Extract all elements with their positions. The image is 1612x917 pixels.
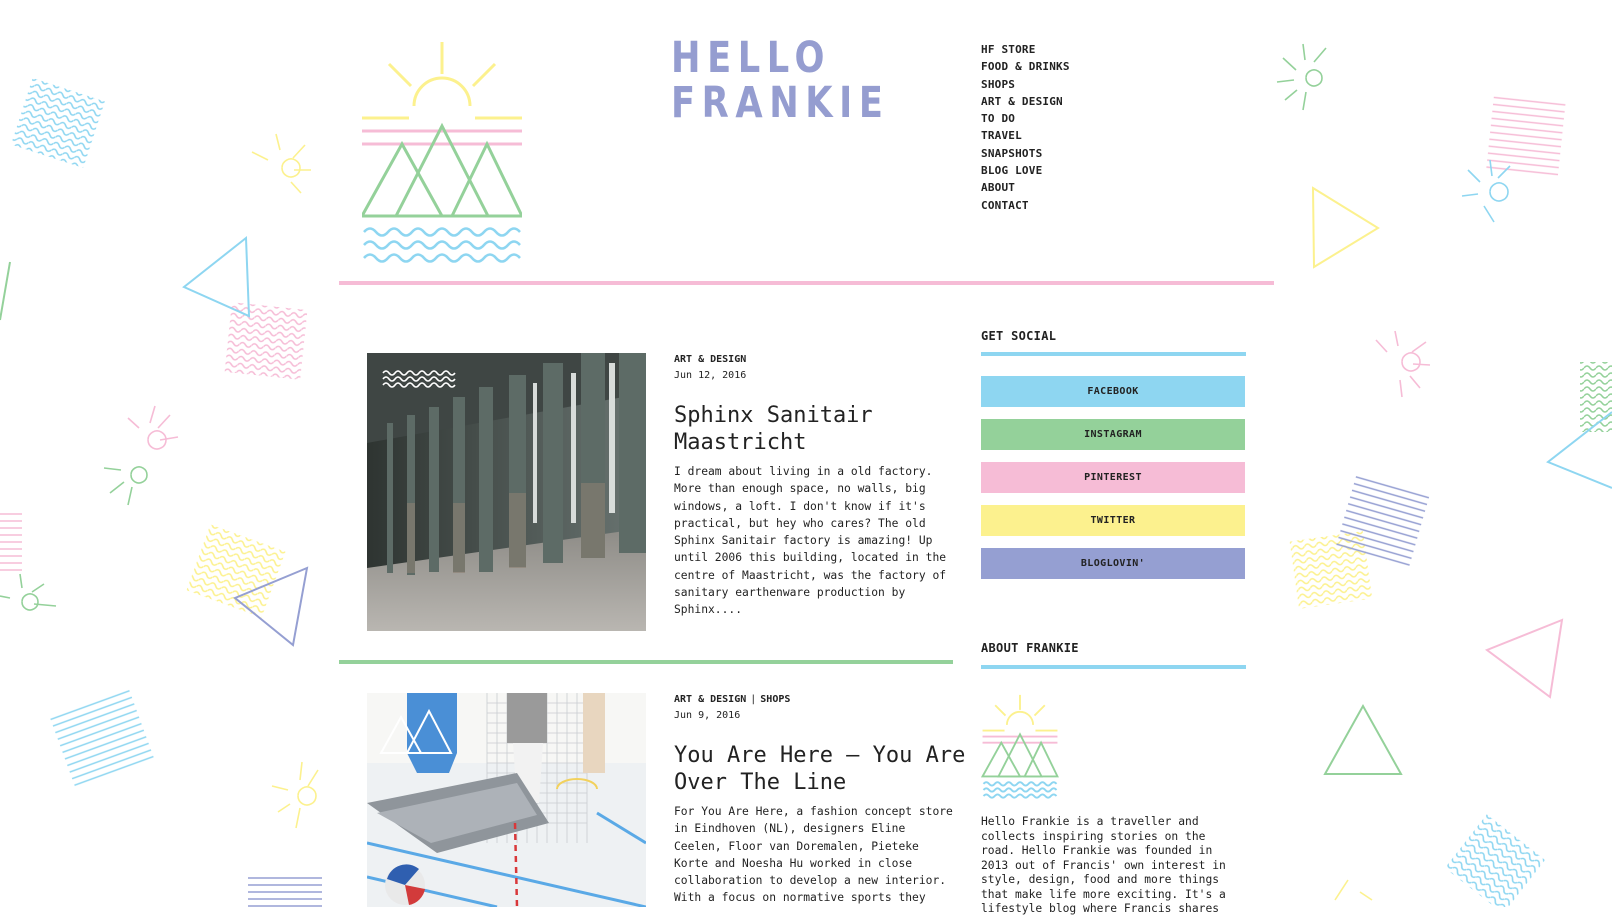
post-1-image[interactable] bbox=[367, 353, 646, 631]
bloglovin-button[interactable]: BLOGLOVIN' bbox=[981, 548, 1245, 579]
nav-item-blog-love[interactable]: BLOG LOVE bbox=[981, 164, 1043, 178]
about-frankie-heading: ABOUT FRANKIE bbox=[981, 641, 1079, 655]
post-1-category[interactable]: ART & DESIGN bbox=[674, 354, 747, 365]
post-2-title[interactable]: You Are Here – You Are Over The Line bbox=[674, 743, 966, 795]
about-frankie-text: Hello Frankie is a traveller and collects inspiring stories on the road. Hello Frankie was founded in 2013 out of Francis' own interest in style, design, food and more things that make life more exciting. It's a lifestyle blog where Francis shares bbox=[981, 815, 1226, 915]
post-2-category-shops[interactable]: SHOPS bbox=[760, 694, 791, 705]
nav-item-to-do[interactable]: TO DO bbox=[981, 112, 1016, 126]
get-social-heading: GET SOCIAL bbox=[981, 329, 1057, 343]
post-2-category-art-design[interactable]: ART & DESIGN bbox=[674, 694, 747, 705]
post-2-meta bbox=[674, 692, 790, 724]
nav-item-shops[interactable]: SHOPS bbox=[981, 77, 1016, 91]
post-2-excerpt: For You Are Here, a fashion concept store in Eindhoven (NL), designers Eline Ceelen, Floor van Doremalen, Pieteke Korte and Noesha Hu worked in close collaboration to develop a new interior. With a focus on normative sports they bbox=[674, 805, 953, 905]
main-navigation bbox=[981, 41, 1070, 214]
about-logo-illustration bbox=[981, 694, 1059, 804]
post-1-meta bbox=[674, 352, 746, 384]
logo-line-1: HELLO bbox=[671, 33, 832, 83]
about-frankie-underline bbox=[981, 665, 1246, 669]
nav-item-travel[interactable]: TRAVEL bbox=[981, 129, 1022, 143]
site-logo[interactable] bbox=[671, 33, 890, 128]
post-1-title[interactable]: Sphinx Sanitair Maastricht bbox=[674, 403, 873, 455]
post-2-image[interactable] bbox=[367, 693, 646, 907]
store-interior-photo bbox=[367, 693, 646, 907]
factory-hall-photo bbox=[367, 353, 646, 631]
post-divider bbox=[339, 660, 953, 664]
post-1-date: Jun 12, 2016 bbox=[674, 370, 747, 381]
instagram-button[interactable]: INSTAGRAM bbox=[981, 419, 1245, 450]
nav-item-food-drinks[interactable]: FOOD & DRINKS bbox=[981, 60, 1070, 74]
logo-illustration bbox=[362, 40, 522, 275]
nav-item-snapshots[interactable]: SNAPSHOTS bbox=[981, 146, 1043, 160]
logo-line-2: FRANKIE bbox=[671, 78, 890, 128]
nav-item-contact[interactable]: CONTACT bbox=[981, 198, 1029, 212]
twitter-button[interactable]: TWITTER bbox=[981, 505, 1245, 536]
header-divider bbox=[339, 281, 1274, 285]
post-2-date: Jun 9, 2016 bbox=[674, 710, 741, 721]
get-social-underline bbox=[981, 352, 1246, 356]
category-separator: | bbox=[750, 694, 757, 705]
nav-item-hf-store[interactable]: HF STORE bbox=[981, 43, 1036, 56]
post-1-excerpt: I dream about living in a old factory. More than enough space, no walls, big windows, a loft. I don't know if it's practical, but hey who cares? The old Sphinx Sanitair factory is amazing! Up until 2006 this building, located in the centre of Maastricht, was the factory of sanitary earthenware production by Sphinx.... bbox=[674, 465, 947, 617]
nav-item-art-design[interactable]: ART & DESIGN bbox=[981, 94, 1063, 108]
facebook-button[interactable]: FACEBOOK bbox=[981, 376, 1245, 407]
pinterest-button[interactable]: PINTEREST bbox=[981, 462, 1245, 493]
nav-item-about[interactable]: ABOUT bbox=[981, 181, 1016, 195]
